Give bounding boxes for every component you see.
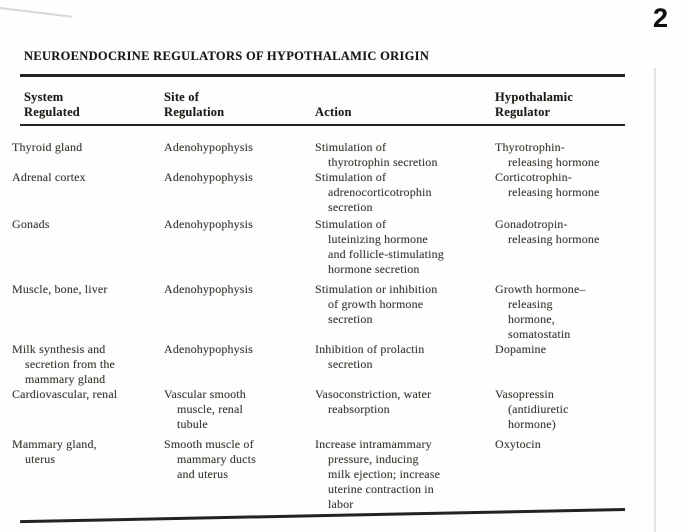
cell-site xyxy=(164,437,315,512)
cell-action xyxy=(315,387,495,432)
cell-line: reabsorption xyxy=(328,402,390,416)
table-top-rule xyxy=(20,74,625,77)
cell-line: Thyroid gland xyxy=(12,140,83,154)
cell-line: mammary gland xyxy=(25,372,106,386)
table-row xyxy=(12,282,625,342)
header-cell-system xyxy=(12,90,164,120)
cell-site xyxy=(164,282,315,342)
cell-site xyxy=(164,217,315,277)
table-row xyxy=(12,170,625,215)
cell-line: somatostatin xyxy=(508,327,571,341)
cell-site xyxy=(164,140,315,170)
cell-line: Vasopressin xyxy=(495,387,554,401)
cell-line: Hypothalamic xyxy=(495,90,574,104)
cell-line: Corticotrophin- xyxy=(495,170,572,184)
cell-regulator xyxy=(495,282,625,342)
cell-line: Stimulation of xyxy=(315,217,387,231)
cell-line: Oxytocin xyxy=(495,437,541,451)
cell-system xyxy=(12,282,164,342)
scan-edge-line xyxy=(654,68,656,532)
cell-line: System xyxy=(24,90,64,104)
cell-system xyxy=(12,170,164,215)
header-cell-site xyxy=(164,90,315,120)
cell-line: Adrenal cortex xyxy=(12,170,86,184)
cell-line: thyrotrophin secretion xyxy=(328,155,438,169)
table-title: NEUROENDOCRINE REGULATORS OF HYPOTHALAMIC ORIGIN xyxy=(24,49,430,63)
cell-line: Adenohypophysis xyxy=(164,282,253,296)
cell-line: Growth hormone– xyxy=(495,282,586,296)
cell-line: Regulation xyxy=(164,105,225,119)
cell-line: hormone, xyxy=(508,312,555,326)
table-row xyxy=(12,217,625,277)
cell-system xyxy=(12,342,164,387)
table-body xyxy=(12,140,625,512)
cell-line: milk ejection; increase xyxy=(328,467,441,481)
cell-line: Adenohypophysis xyxy=(164,217,253,231)
cell-line: muscle, renal xyxy=(177,402,243,416)
cell-line: uterus xyxy=(25,452,56,466)
table-row xyxy=(12,437,625,512)
cell-line: hormone) xyxy=(508,417,556,431)
cell-line: Milk synthesis and xyxy=(12,342,106,356)
cell-line: tubule xyxy=(177,417,208,431)
cell-line: Dopamine xyxy=(495,342,547,356)
cell-line: (antidiuretic xyxy=(508,402,569,416)
cell-action xyxy=(315,217,495,277)
cell-line: Muscle, bone, liver xyxy=(12,282,108,296)
cell-line: secretion xyxy=(328,200,373,214)
cell-system xyxy=(12,140,164,170)
cell-line: Cardiovascular, renal xyxy=(12,387,118,401)
cell-action xyxy=(315,140,495,170)
header-cell-regulator xyxy=(495,90,625,120)
table-row xyxy=(12,342,625,387)
cell-action xyxy=(315,282,495,342)
cell-line: Adenohypophysis xyxy=(164,342,253,356)
cell-line: Stimulation of xyxy=(315,140,387,154)
cell-line: Gonadotropin- xyxy=(495,217,568,231)
cell-line: releasing xyxy=(508,297,553,311)
table-row xyxy=(12,387,625,432)
cell-site xyxy=(164,170,315,215)
table-row xyxy=(12,140,625,170)
header-cell-action xyxy=(315,105,495,120)
cell-site xyxy=(164,342,315,387)
cell-regulator xyxy=(495,342,625,387)
cell-regulator xyxy=(495,170,625,215)
cell-line: of growth hormone xyxy=(328,297,424,311)
cell-line: Mammary gland, xyxy=(12,437,97,451)
cell-line: labor xyxy=(328,497,354,511)
cell-line: Increase intramammary xyxy=(315,437,432,451)
cell-line: Inhibition of prolactin xyxy=(315,342,425,356)
cell-line: Stimulation or inhibition xyxy=(315,282,438,296)
cell-system xyxy=(12,387,164,432)
cell-line: Vascular smooth xyxy=(164,387,246,401)
scan-corner-artifact xyxy=(0,6,72,17)
cell-line: Smooth muscle of xyxy=(164,437,254,451)
cell-line: Adenohypophysis xyxy=(164,170,253,184)
cell-regulator xyxy=(495,387,625,432)
cell-line: Thyrotrophin- xyxy=(495,140,565,154)
cell-line: Gonads xyxy=(12,217,50,231)
cell-line: secretion xyxy=(328,312,373,326)
cell-system xyxy=(12,437,164,512)
cell-line: adrenocorticotrophin xyxy=(328,185,432,199)
cell-line: luteinizing hormone xyxy=(328,232,428,246)
cell-line: Site of xyxy=(164,90,200,104)
cell-line: releasing hormone xyxy=(508,232,600,246)
cell-regulator xyxy=(495,437,625,512)
cell-line: secretion xyxy=(328,357,373,371)
cell-regulator xyxy=(495,140,625,170)
cell-line: Vasoconstriction, water xyxy=(315,387,432,401)
cell-line: mammary ducts xyxy=(177,452,256,466)
cell-action xyxy=(315,342,495,387)
cell-line: Action xyxy=(315,105,352,119)
cell-line: releasing hormone xyxy=(508,185,600,199)
cell-system xyxy=(12,217,164,277)
cell-line: Regulated xyxy=(24,105,80,119)
cell-line: Adenohypophysis xyxy=(164,140,253,154)
cell-line: and follicle-stimulating xyxy=(328,247,444,261)
cell-regulator xyxy=(495,217,625,277)
cell-line: Stimulation of xyxy=(315,170,387,184)
cell-site xyxy=(164,387,315,432)
cell-line: and uterus xyxy=(177,467,229,481)
cell-line: releasing hormone xyxy=(508,155,600,169)
cell-line: uterine contraction in xyxy=(328,482,434,496)
cell-line: hormone secretion xyxy=(328,262,420,276)
table-header-row xyxy=(12,84,625,120)
cell-line: pressure, inducing xyxy=(328,452,419,466)
cell-line: secretion from the xyxy=(25,357,115,371)
page-number: 2 xyxy=(653,3,669,33)
cell-action xyxy=(315,170,495,215)
cell-line: Regulator xyxy=(495,105,551,119)
table-header-rule xyxy=(20,124,625,126)
cell-action xyxy=(315,437,495,512)
